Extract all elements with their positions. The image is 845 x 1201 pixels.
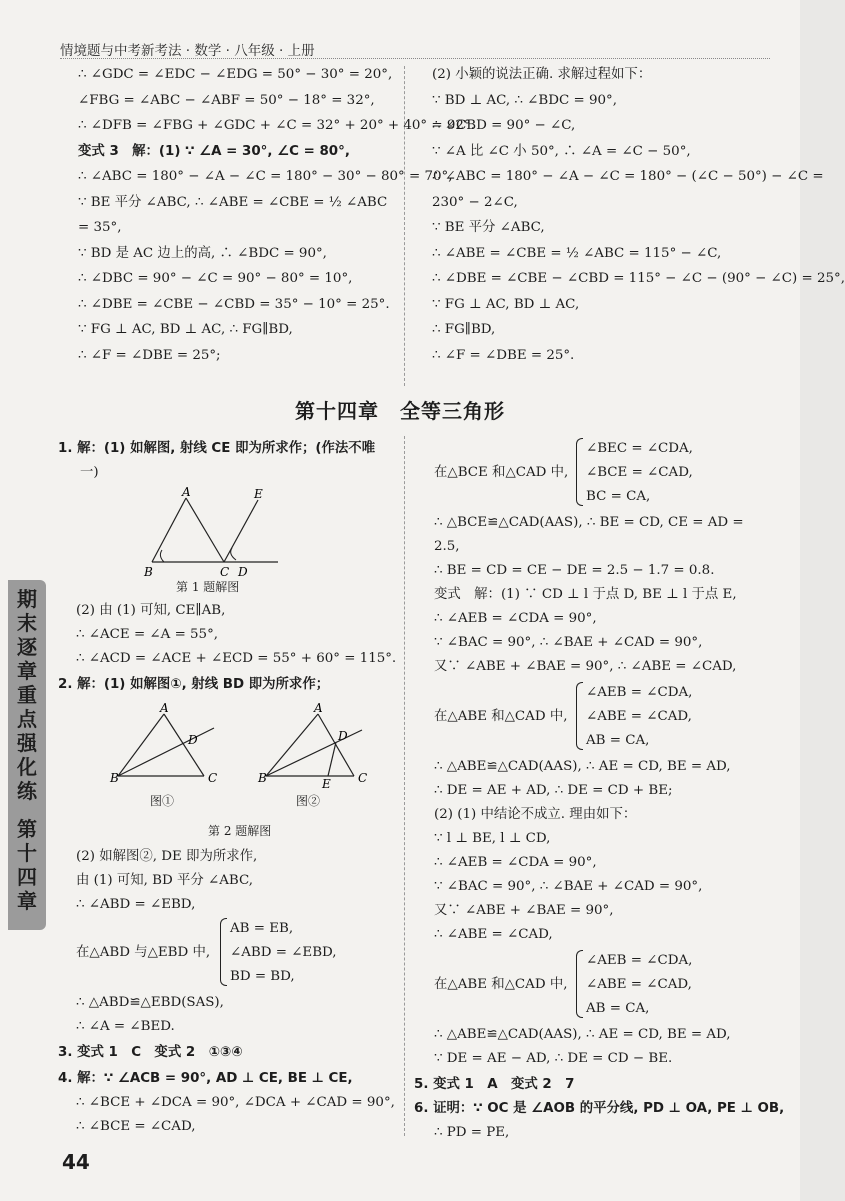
side-tab-char: 期 bbox=[17, 587, 37, 611]
variant-line-3: ∵ ∠BAC = 90°, ∴ ∠BAE + ∠CAD = 90°, bbox=[434, 635, 703, 650]
left-top-line: ∴ ∠DBE = ∠CBE − ∠CBD = 35° − 10° = 25°. bbox=[78, 296, 390, 312]
side-tab bbox=[8, 580, 46, 930]
variant-b-line-1: ∴ △ABE≌△CAD(AAS), ∴ AE = CD, BE = AD, bbox=[434, 759, 731, 774]
figure-2a-label: 图① bbox=[150, 794, 175, 808]
right-top-line: ∵ BD ⊥ AC, ∴ ∠BDC = 90°, bbox=[432, 92, 617, 108]
system-3-eq-1: ∠AEB = ∠CDA, bbox=[586, 685, 693, 700]
variant-b-line-3: (2) (1) 中结论不成立. 理由如下： bbox=[434, 807, 637, 822]
left-top-line: ∴ ∠F = ∠DBE = 25°; bbox=[78, 347, 221, 363]
system-4-eq-1: ∠AEB = ∠CDA, bbox=[586, 953, 693, 968]
column-divider-top bbox=[404, 66, 405, 386]
right-top-line: 230° − 2∠C, bbox=[432, 194, 518, 210]
system-1-eq-2: ∠ABD = ∠EBD, bbox=[230, 945, 337, 960]
side-tab-char: 逐 bbox=[17, 635, 37, 659]
figure-2b-label: 图② bbox=[296, 794, 321, 808]
header-rule bbox=[60, 58, 770, 59]
svg-text:A: A bbox=[314, 701, 323, 715]
system-3-eq-3: AB = CA, bbox=[586, 733, 650, 748]
left-top-line: ∴ ∠GDC = ∠EDC − ∠EDG = 50° − 30° = 20°, bbox=[78, 67, 393, 82]
variant-c-line-1: ∴ △ABE≌△CAD(AAS), ∴ AE = CD, BE = AD, bbox=[434, 1027, 731, 1042]
right-top-line: ∴ FG∥BD, bbox=[432, 322, 496, 337]
svg-text:A: A bbox=[182, 485, 191, 499]
q5-answer: 5. 变式 1 A 变式 2 7 bbox=[414, 1077, 575, 1092]
system-4-eq-3: AB = CA, bbox=[586, 1001, 650, 1016]
left-top-line: ∵ BD 是 AC 边上的高, ∴ ∠BDC = 90°, bbox=[78, 245, 327, 261]
variant-c-line-2: ∵ DE = AE − AD, ∴ DE = CD − BE. bbox=[434, 1051, 673, 1066]
left-top-line: ∵ FG ⊥ AC, BD ⊥ AC, ∴ FG∥BD, bbox=[78, 322, 293, 337]
q1-line-1: 1. 解：(1) 如解图, 射线 CE 即为所求作；(作法不唯 bbox=[58, 441, 376, 456]
svg-text:C: C bbox=[208, 771, 218, 785]
q4-r-line-1: ∴ △BCE≌△CAD(AAS), ∴ BE = CD, CE = AD = bbox=[434, 515, 744, 530]
svg-text:B: B bbox=[110, 771, 119, 785]
side-tab-char: 重 bbox=[17, 683, 37, 707]
q2-part2-line-2: 由 (1) 可知, BD 平分 ∠ABC, bbox=[76, 873, 254, 888]
variant-b-line-6: ∵ ∠BAC = 90°, ∴ ∠BAE + ∠CAD = 90°, bbox=[434, 879, 703, 894]
left-top-line: ∠FBG = ∠ABC − ∠ABF = 50° − 18° = 32°, bbox=[78, 92, 375, 108]
figure-1 bbox=[138, 485, 278, 579]
system-1-eq-3: BD = BD, bbox=[230, 969, 295, 984]
q3-answer: 3. 变式 1 C 变式 2 ①③④ bbox=[58, 1045, 243, 1060]
q4-line-2: ∴ ∠BCE + ∠DCA = 90°, ∠DCA + ∠CAD = 90°, bbox=[76, 1095, 395, 1110]
left-top-line: ∴ ∠ABC = 180° − ∠A − ∠C = 180° − 30° − 80° = 70°, bbox=[78, 169, 453, 184]
side-tab-char: 练 bbox=[17, 779, 37, 803]
system-3-eq-2: ∠ABE = ∠CAD, bbox=[586, 709, 692, 724]
side-tab-char: 点 bbox=[17, 707, 37, 731]
svg-text:E: E bbox=[322, 777, 331, 791]
svg-text:C: C bbox=[220, 565, 230, 579]
system-2-brace bbox=[576, 438, 583, 506]
q2-line-1: 2. 解：(1) 如解图①, 射线 BD 即为所求作； bbox=[58, 677, 330, 692]
variant-line-1: 变式 解：(1) ∵ CD ⊥ l 于点 D, BE ⊥ l 于点 E, bbox=[434, 587, 737, 602]
right-top-line: (2) 小颖的说法正确. 求解过程如下： bbox=[432, 67, 652, 82]
variant-line-2: ∴ ∠AEB = ∠CDA = 90°, bbox=[434, 611, 597, 626]
figure-2b bbox=[258, 700, 368, 790]
variant-b-line-5: ∴ ∠AEB = ∠CDA = 90°, bbox=[434, 855, 597, 870]
right-top-line: ∵ FG ⊥ AC, BD ⊥ AC, bbox=[432, 296, 580, 312]
right-top-line: ∴ ∠F = ∠DBE = 25°. bbox=[432, 347, 575, 363]
q2-conclusion-2: ∴ ∠A = ∠BED. bbox=[76, 1019, 175, 1034]
left-top-line: 变式 3 解：(1) ∵ ∠A = 30°, ∠C = 80°, bbox=[78, 143, 350, 159]
system-1-brace bbox=[220, 918, 227, 986]
right-top-line: ∴ ∠ABC = 180° − ∠A − ∠C = 180° − (∠C − 50°) − ∠C = bbox=[432, 169, 824, 184]
q6-line-1: 6. 证明：∵ OC 是 ∠AOB 的平分线, PD ⊥ OA, PE ⊥ OB, bbox=[414, 1101, 785, 1116]
svg-text:D: D bbox=[238, 565, 248, 579]
q1-part2-line-2: ∴ ∠ACE = ∠A = 55°, bbox=[76, 627, 219, 642]
left-top-line: ∴ ∠DBC = 90° − ∠C = 90° − 80° = 10°, bbox=[78, 271, 353, 286]
q4-r-line-2: 2.5, bbox=[434, 539, 460, 554]
variant-b-line-7: 又∵ ∠ABE + ∠BAE = 90°, bbox=[434, 903, 614, 918]
variant-b-line-2: ∴ DE = AE + AD, ∴ DE = CD + BE; bbox=[434, 783, 673, 798]
side-tab-char: 十 bbox=[17, 841, 37, 865]
side-tab-char: 第 bbox=[17, 817, 37, 841]
svg-text:D: D bbox=[338, 729, 348, 743]
svg-text:E: E bbox=[254, 487, 263, 501]
side-tab-char: 章 bbox=[17, 889, 37, 913]
svg-text:B: B bbox=[258, 771, 267, 785]
figure-2a bbox=[110, 700, 220, 790]
side-tab-char: 强 bbox=[17, 731, 37, 755]
system-4-lead: 在△ABE 和△CAD 中, bbox=[434, 977, 568, 992]
system-2-lead: 在△BCE 和△CAD 中, bbox=[434, 465, 569, 480]
q4-r-line-3: ∴ BE = CD = CE − DE = 2.5 − 1.7 = 0.8. bbox=[434, 563, 715, 578]
left-top-line: ∴ ∠DFB = ∠FBG + ∠GDC + ∠C = 32° + 20° + 40° = 92°. bbox=[78, 118, 475, 133]
q2-conclusion-1: ∴ △ABD≌△EBD(SAS), bbox=[76, 995, 224, 1010]
system-3-lead: 在△ABE 和△CAD 中, bbox=[434, 709, 568, 724]
right-top-line: ∴ ∠DBE = ∠CBE − ∠CBD = 115° − ∠C − (90° − ∠C) = 25°, bbox=[432, 271, 845, 286]
svg-text:D: D bbox=[188, 733, 198, 747]
system-4-brace bbox=[576, 950, 583, 1018]
left-top-line: ∵ BE 平分 ∠ABC, ∴ ∠ABE = ∠CBE = ½ ∠ABC bbox=[78, 194, 388, 210]
page-number: 44 bbox=[62, 1150, 90, 1174]
q4-line-1: 4. 解：∵ ∠ACB = 90°, AD ⊥ CE, BE ⊥ CE, bbox=[58, 1071, 353, 1086]
q2-part2-line-1: (2) 如解图②, DE 即为所求作, bbox=[76, 849, 258, 864]
right-top-line: ∴ ∠CBD = 90° − ∠C, bbox=[432, 118, 576, 133]
chapter-title: 第十四章 全等三角形 bbox=[295, 399, 505, 423]
side-tab-char: 末 bbox=[17, 611, 37, 635]
q6-line-2: ∴ PD = PE, bbox=[434, 1125, 510, 1140]
right-top-line: ∵ BE 平分 ∠ABC, bbox=[432, 220, 545, 235]
side-tab-char: 四 bbox=[17, 865, 37, 889]
system-2-eq-2: ∠BCE = ∠CAD, bbox=[586, 465, 693, 480]
system-2-eq-3: BC = CA, bbox=[586, 489, 651, 504]
left-top-line: = 35°, bbox=[78, 220, 122, 235]
figure-1-caption: 第 1 题解图 bbox=[176, 580, 240, 594]
system-1-eq-1: AB = EB, bbox=[230, 921, 294, 936]
system-1-lead: 在△ABD 与△EBD 中, bbox=[76, 945, 211, 960]
svg-text:A: A bbox=[160, 701, 169, 715]
q1-part2-line-3: ∴ ∠ACD = ∠ACE + ∠ECD = 55° + 60° = 115°. bbox=[76, 651, 397, 666]
right-top-line: ∵ ∠A 比 ∠C 小 50°, ∴ ∠A = ∠C − 50°, bbox=[432, 143, 691, 159]
system-3-brace bbox=[576, 682, 583, 750]
running-header: 情境题与中考新考法 · 数学 · 八年级 · 上册 bbox=[60, 43, 315, 59]
side-tab-char: 化 bbox=[17, 755, 37, 779]
right-top-line: ∴ ∠ABE = ∠CBE = ½ ∠ABC = 115° − ∠C, bbox=[432, 245, 722, 261]
variant-b-line-4: ∵ l ⊥ BE, l ⊥ CD, bbox=[434, 831, 551, 846]
svg-text:B: B bbox=[144, 565, 153, 579]
system-2-eq-1: ∠BEC = ∠CDA, bbox=[586, 441, 693, 456]
variant-b-line-8: ∴ ∠ABE = ∠CAD, bbox=[434, 927, 553, 942]
q1-line-2: 一) bbox=[80, 465, 99, 480]
system-4-eq-2: ∠ABE = ∠CAD, bbox=[586, 977, 692, 992]
q2-part2-line-3: ∴ ∠ABD = ∠EBD, bbox=[76, 897, 196, 912]
q4-line-3: ∴ ∠BCE = ∠CAD, bbox=[76, 1119, 196, 1134]
column-divider-bottom bbox=[404, 436, 405, 1136]
q1-part2-line-1: (2) 由 (1) 可知, CE∥AB, bbox=[76, 603, 226, 618]
figure-2-caption: 第 2 题解图 bbox=[208, 824, 272, 838]
variant-line-4: 又∵ ∠ABE + ∠BAE = 90°, ∴ ∠ABE = ∠CAD, bbox=[434, 659, 737, 674]
side-tab-char: 章 bbox=[17, 659, 37, 683]
svg-text:C: C bbox=[358, 771, 368, 785]
